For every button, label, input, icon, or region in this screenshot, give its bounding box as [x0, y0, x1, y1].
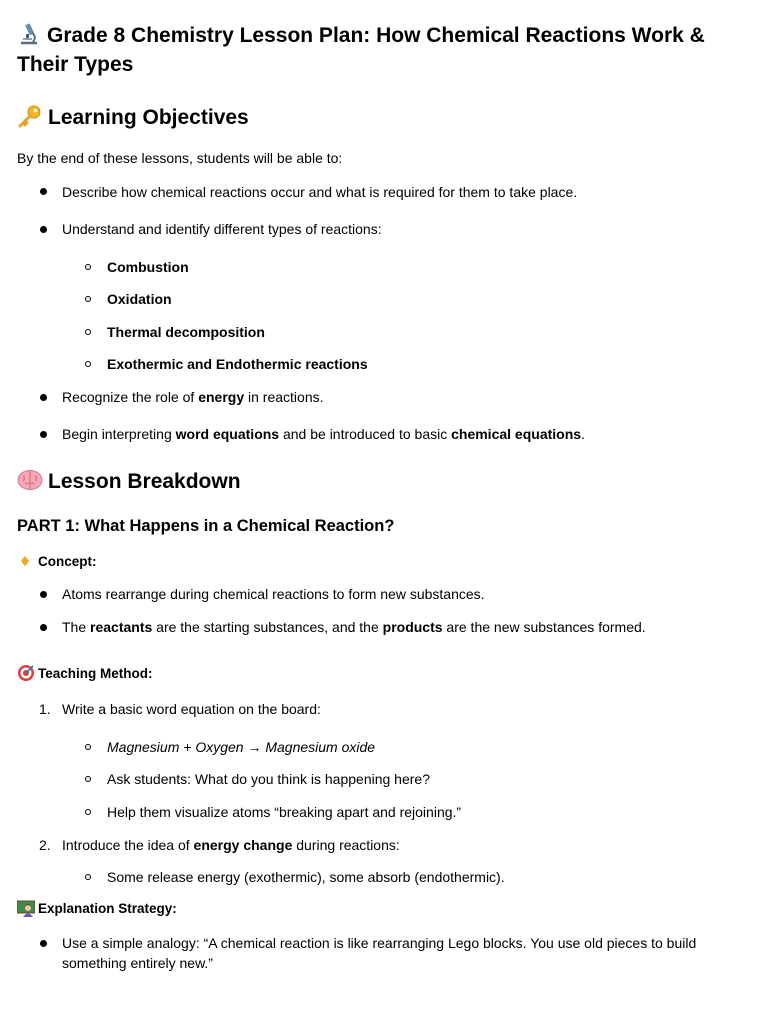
objectives-heading-text: Learning Objectives — [48, 106, 249, 129]
sub-bullet — [85, 776, 91, 782]
breakdown-heading-text: Lesson Breakdown — [48, 470, 241, 493]
bullet-dot — [40, 226, 47, 233]
reaction-type-oxidation: Oxidation — [107, 291, 172, 307]
explanation-strategy-label-text: Explanation Strategy: — [38, 901, 177, 916]
key-icon — [17, 104, 43, 128]
step-number: 1. — [39, 701, 51, 717]
brain-icon — [17, 468, 43, 492]
objective-energy: Recognize the role of energy in reactions. — [62, 389, 324, 405]
bullet-dot — [40, 188, 47, 195]
bullet-dot — [40, 940, 47, 947]
sub-bullet — [85, 874, 91, 880]
concept-label-text: Concept: — [38, 554, 97, 569]
teaching-method-label-text: Teaching Method: — [38, 666, 153, 681]
sub-bullet — [85, 264, 91, 270]
analogy-line-2: something entirely new.” — [62, 955, 213, 971]
objective-identify: Understand and identify different types of reactions: — [62, 221, 382, 237]
objective-equations: Begin interpreting word equations and be introduced to basic chemical equations. — [62, 426, 585, 442]
reaction-type-exo-endo: Exothermic and Endothermic reactions — [107, 356, 368, 372]
concept-label — [20, 553, 97, 571]
sub-bullet — [85, 296, 91, 302]
title-line-1: Grade 8 Chemistry Lesson Plan: How Chemical Reactions Work & — [47, 24, 705, 47]
diamond-icon — [20, 555, 30, 567]
bullet-dot — [40, 591, 47, 598]
bullet-dot — [40, 431, 47, 438]
sub-bullet — [85, 361, 91, 367]
sub-bullet — [85, 329, 91, 335]
page-title — [17, 22, 705, 50]
target-icon — [17, 664, 35, 682]
objectives-heading — [17, 104, 249, 132]
part1-heading: PART 1: What Happens in a Chemical Reaction? — [17, 517, 395, 535]
reaction-type-thermal: Thermal decomposition — [107, 324, 265, 340]
concept-atoms: Atoms rearrange during chemical reactions to form new substances. — [62, 586, 485, 602]
sub-bullet — [85, 809, 91, 815]
objectives-intro: By the end of these lessons, students will be able to: — [17, 150, 343, 166]
step-1-text: Write a basic word equation on the board: — [62, 701, 321, 717]
step-2-text: Introduce the idea of energy change during reactions: — [62, 837, 400, 853]
breakdown-heading — [17, 468, 241, 496]
concept-reactants: The reactants are the starting substances, and the products are the new substances formed. — [62, 619, 646, 635]
reaction-type-combustion: Combustion — [107, 259, 189, 275]
analogy-line-1: Use a simple analogy: “A chemical reaction is like rearranging Lego blocks. You use old pieces to build — [62, 935, 697, 951]
word-equation: Magnesium + Oxygen → Magnesium oxide — [107, 739, 376, 755]
visualize-atoms: Help them visualize atoms “breaking apart and rejoining.” — [107, 804, 462, 820]
bullet-dot — [40, 394, 47, 401]
teacher-icon — [17, 899, 35, 917]
step-number: 2. — [39, 837, 51, 853]
explanation-strategy-label — [17, 900, 177, 918]
energy-release-absorb: Some release energy (exothermic), some absorb (endothermic). — [107, 869, 505, 885]
bullet-dot — [40, 624, 47, 631]
teaching-method-label — [17, 665, 153, 683]
objective-describe: Describe how chemical reactions occur and what is required for them to take place. — [62, 184, 578, 200]
ask-students: Ask students: What do you think is happening here? — [107, 771, 430, 787]
sub-bullet — [85, 744, 91, 750]
title-line-2: Their Types — [17, 53, 134, 76]
microscope-icon — [17, 22, 41, 46]
